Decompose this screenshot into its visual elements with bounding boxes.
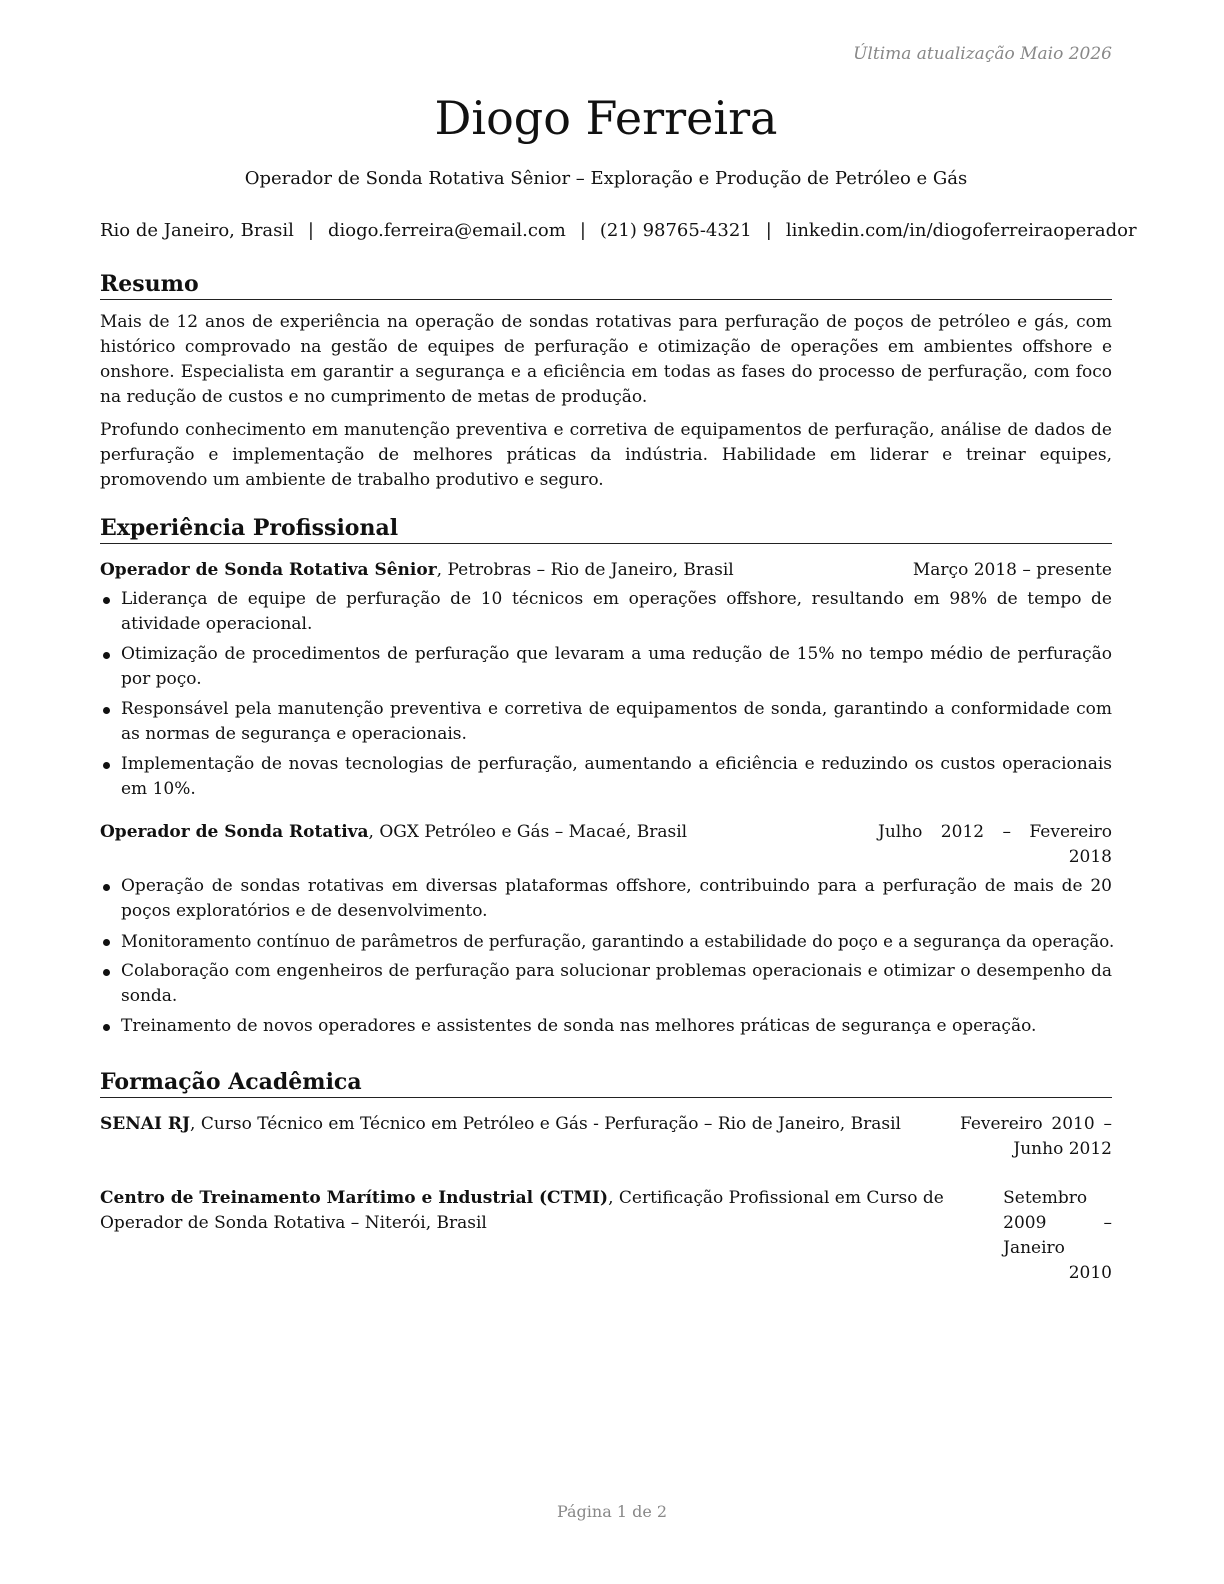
job-role: Operador de Sonda Rotativa Sênior <box>100 560 437 580</box>
job-company: , OGX Petróleo e Gás – Macaé, Brasil <box>368 822 688 842</box>
section-title-summary: Resumo <box>100 270 1112 300</box>
contact-linkedin[interactable]: linkedin.com/in/diogoferreiraoperador <box>785 220 1137 241</box>
education-title-line <box>100 1186 1003 1236</box>
education-title-line <box>100 1112 960 1137</box>
experience-section <box>100 514 1115 1044</box>
job-dates: Março 2018 – presente <box>912 560 1112 580</box>
education-detail: , Curso Técnico em Técnico em Petróleo e Gás - Perfuração – Rio de Janeiro, Brasil <box>190 1114 901 1134</box>
contact-phone: (21) 98765-4321 <box>599 220 752 241</box>
education-institution: SENAI RJ <box>100 1114 191 1134</box>
bullet-text: Otimização de procedimentos de perfuração que levaram a uma redução de 15% no tempo médio de perfuração por poço. <box>121 644 1112 689</box>
bullet-text: Responsável pela manutenção preventiva e corretiva de equipamentos de sonda, garantindo a conformidade com as normas de segurança e operacionais. <box>121 699 1112 744</box>
job-title-line <box>100 820 878 845</box>
bullet-icon <box>103 939 110 946</box>
list-item <box>100 929 1115 954</box>
candidate-name: Diogo Ferreira <box>434 91 778 145</box>
job-bullets <box>100 874 1115 1039</box>
education-institution: Centro de Treinamento Marítimo e Industrial (CTMI) <box>100 1188 609 1208</box>
contact-separator: | <box>765 220 772 241</box>
job-role: Operador de Sonda Rotativa <box>100 822 369 842</box>
job-header <box>100 820 1112 870</box>
education-item <box>100 1112 1112 1162</box>
list-item <box>100 1014 1112 1039</box>
candidate-headline: Operador de Sonda Rotativa Sênior – Exploração e Produção de Petróleo e Gás <box>244 168 968 189</box>
list-item <box>100 752 1112 802</box>
bullet-icon <box>103 652 110 659</box>
list-item <box>100 642 1112 692</box>
education-dates: Setembro 2009 – Janeiro 2010 <box>1003 1188 1112 1283</box>
summary-paragraph: Profundo conhecimento em manutenção preventiva e corretiva de equipamentos de perfuração, análise de dados de perfuração e implementação de melhores práticas da indústria. Habilidade em liderar e treinar equipes, promovendo um ambiente de trabalho produtivo e seguro. <box>100 420 1112 490</box>
bullet-icon <box>103 762 110 769</box>
list-item <box>100 697 1112 747</box>
education-detail: , Certificação Profissional em Curso de Operador de Sonda Rotativa – Niterói, Brasil <box>100 1188 944 1233</box>
bullet-text: Operação de sondas rotativas em diversas plataformas offshore, contribuindo para a perfuração de mais de 20 poços exploratórios e de desenvolvimento. <box>121 876 1112 921</box>
contact-separator: | <box>307 220 314 241</box>
bullet-icon <box>103 597 110 604</box>
bullet-text: Implementação de novas tecnologias de perfuração, aumentando a eficiência e reduzindo os custos operacionais em 10%. <box>121 754 1112 799</box>
summary-section <box>100 270 1112 493</box>
job-company: , Petrobras – Rio de Janeiro, Brasil <box>436 560 734 580</box>
contact-location: Rio de Janeiro, Brasil <box>100 220 294 241</box>
contact-line <box>100 218 1137 244</box>
section-title-experience: Experiência Profissional <box>100 514 1112 544</box>
list-item <box>100 959 1112 1009</box>
job-header <box>100 558 1112 583</box>
page-number: Página 1 de 2 <box>556 1502 668 1521</box>
job-title-line <box>100 558 913 583</box>
bullet-text: Liderança de equipe de perfuração de 10 técnicos em operações offshore, resultando em 98% de tempo de atividade operacional. <box>121 589 1112 634</box>
bullet-text: Treinamento de novos operadores e assistentes de sonda nas melhores práticas de segurança e operação. <box>121 1016 1037 1036</box>
last-updated: Última atualização Maio 2026 <box>853 44 1112 64</box>
section-title-education: Formação Acadêmica <box>100 1068 1112 1098</box>
education-section <box>100 1068 1112 1286</box>
bullet-text: Monitoramento contínuo de parâmetros de perfuração, garantindo a estabilidade do poço e a segurança da operação. <box>121 932 1115 951</box>
bullet-text: Colaboração com engenheiros de perfuração para solucionar problemas operacionais e otimizar o desempenho da sonda. <box>121 961 1112 1006</box>
job-dates: Julho 2012 – Fevereiro 2018 <box>878 822 1112 867</box>
summary-paragraph: Mais de 12 anos de experiência na operação de sondas rotativas para perfuração de poços de petróleo e gás, com histórico comprovado na gestão de equipes de perfuração e otimização de operações em ambientes offshore e onshore. Especialista em garantir a segurança e a eficiência em todas as fases do processo de perfuração, com foco na redução de custos e no cumprimento de metas de produção. <box>100 312 1112 407</box>
bullet-icon <box>103 1024 110 1031</box>
resume-page <box>100 0 1137 1584</box>
job-bullets <box>100 587 1112 802</box>
education-item <box>100 1186 1112 1286</box>
bullet-icon <box>103 707 110 714</box>
education-dates: Fevereiro 2010 – Junho 2012 <box>960 1114 1112 1159</box>
list-item <box>100 587 1112 637</box>
bullet-icon <box>103 884 110 891</box>
contact-separator: | <box>579 220 586 241</box>
list-item <box>100 874 1112 924</box>
bullet-icon <box>103 969 110 976</box>
contact-email[interactable]: diogo.ferreira@email.com <box>328 220 566 241</box>
